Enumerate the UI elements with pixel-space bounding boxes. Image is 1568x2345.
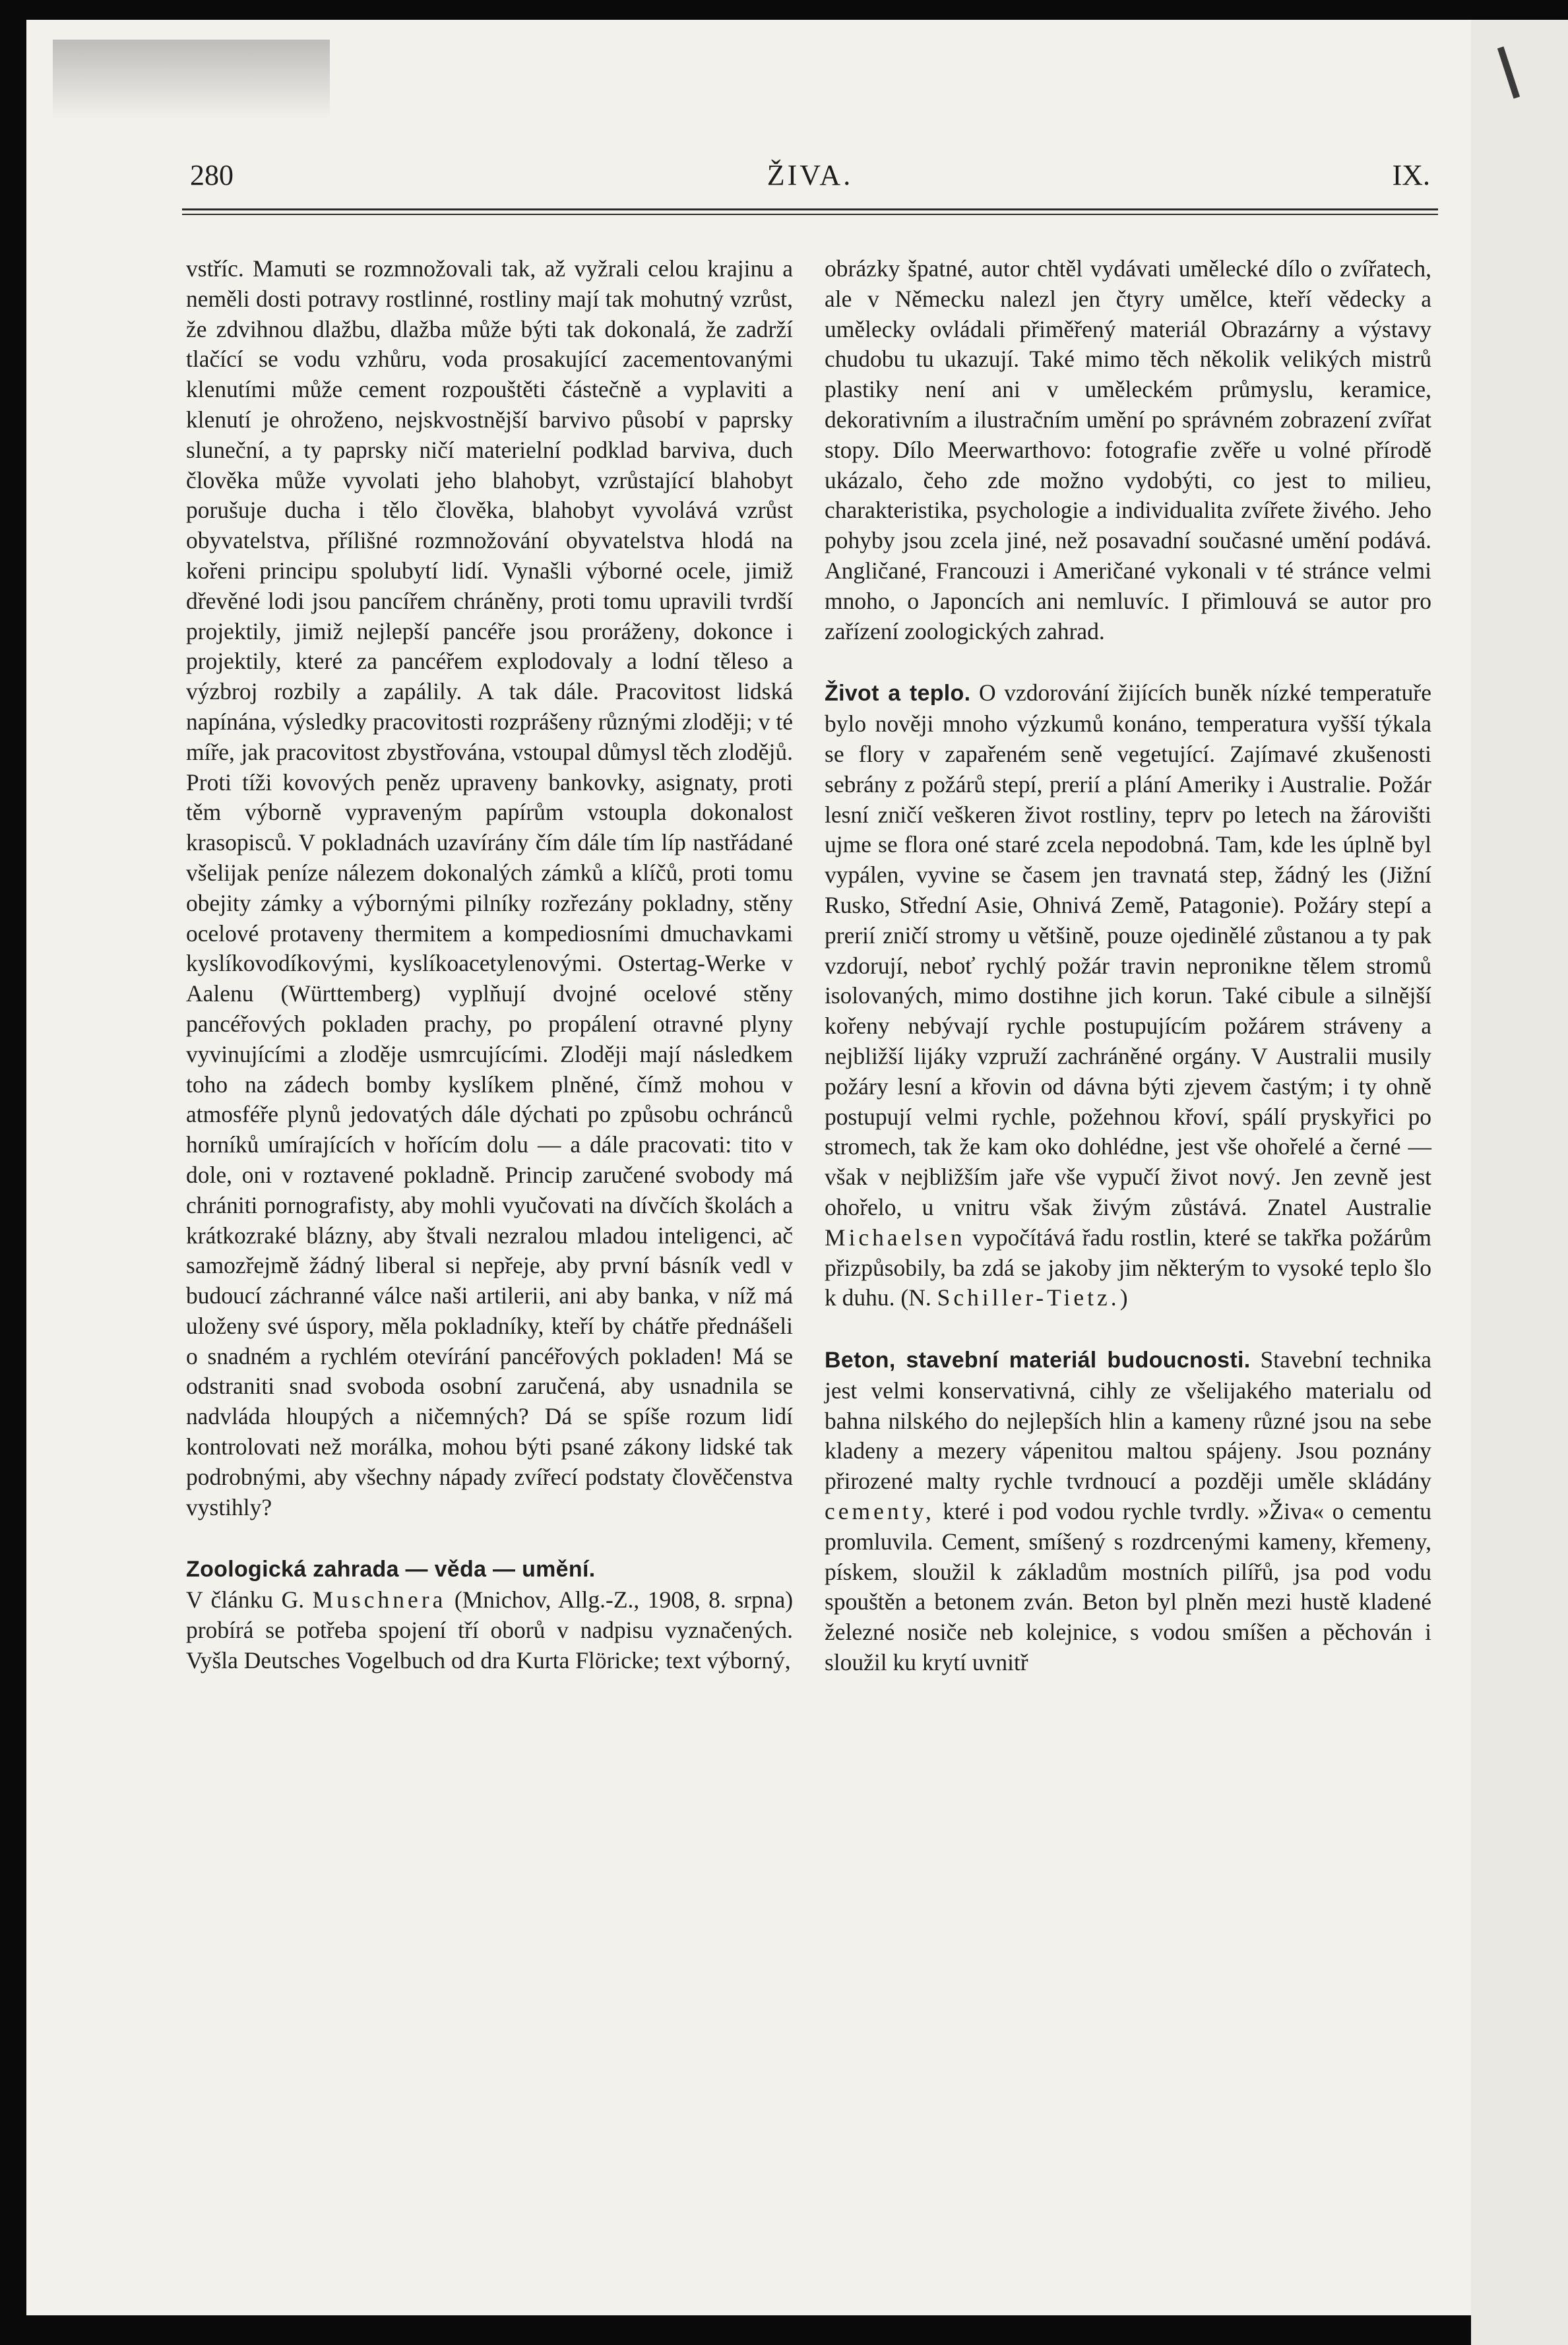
- running-header: [190, 158, 1430, 201]
- paragraph-continuation: vstříc. Mamuti se rozmnožovali tak, až vyžrali celou krajinu a neměli dosti potravy rostlinné, rostliny mají tak mohutný vzrůst, že zdvihnou dlažbu, dlažba může býti tak dokonalá, že zadrží tlačící se vodu vzhůru, voda prosakující zacementovanými klenutími může cement rozpouštěti částečně a vyplaviti a klenutí je ohroženo, nejskvostnější barvivo působí v paprsky sluneční, a ty paprsky ničí materielní podklad barviva, duch člověka může vyvolati jeho blahobyt, vzrůstající blahobyt porušuje ducha i tělo člověka, blahobyt vyvolává vzrůst obyvatelstva, přílišné rozmnožování obyvatelstva hlodá na kořeni principu spolubytí lidí. Vynašli výborné ocele, jimiž dřevěné lodi jsou pancířem chráněny, proti tomu upravili tvrdší projektily, jimiž nejlepší pancéře jsou proráženy, dokonce i projektily, které za pancéřem explodovaly a lodní těleso a výzbroj rozbily a zapálily. A tak dále. Pracovitost lidská napínána, výsledky pracovitosti rozprášeny různými zloději; v té míře, jak pracovitost zbystřována, vstoupal důmysl těch zlodějů. Proti tíži kovových peněz upraveny bankovky, asignaty, proti těm výborně vypraveným papírům vstoupla dokonalost krasopisců. V pokladnách uzavírány čím dále tím líp nastřádané všelijak peníze nálezem dokonalých zámků a klíčů, proti tomu obejity zámky a výbornými pilníky rozřezány pokladny, stěny ocelové protaveny thermitem a kompediosními dmuchavkami kyslíkovodíkovými, kyslíkoacetylenovými. Ostertag-Werke v Aalenu (Württemberg) vyplňují dvojné ocelové stěny pancéřových pokladen prachy, po propálení otravné plyny vyvinujícími a zloděje usmrcujícími. Zloději mají následkem toho na zádech bomby kyslíkem plněné, čímž mohou v atmosféře plynů jedovatých dále dýchati po způsobu ochránců horníků umírajících v hořícím dolu — a dále pracovati: tito v dole, oni v roztavené pokladně. Princip zaručené svobody má chrániti pornografisty, aby mohli vyučovati na dívčích školách a krátkozraké blázny, aby štvali nezralou mladou inteligenci, ač samozřejmě žádný liberal si nepřeje, aby první básník vedl v budoucí záchranné válce naši artilerii, ani aby banka, v níž má uloženy své úspory, měla pokladníky, kteří by chátře přednášeli o snadném a rychlém otevírání pancéřových pokladen! Má se odstraniti snad svoboda osobní zaručená, aby usnadnila se nadvláda hloupých a ničemných? Dá se spíše rozum lidí kontrolovati než morálka, mohou býti psané zákony lidské tak podrobnými, aby všechny nápady zvířecí podstaty člověčenstva vystihly?: [186, 255, 793, 1520]
- header-rule: [182, 208, 1438, 215]
- heat-text-1: O vzdorování žijících buněk nízké temperatuře bylo nověji mnoho výzkumů konáno, temperatura vyšší týkala se flory v zapařeném seně vegetující. Zajímavé zkušenosti sebrány z požárů stepí, prerií a plání Ameriky i Australie. Požár lesní zničí veškeren život rostliny, teprv po letech na žárovišti ujme se flora oné staré zcela nepodobná. Tam, kde les úplně byl vypálen, vyvine se časem jen travnatá step, žádný les (Jižní Rusko, Střední Asie, Ohnivá Země, Patagonie). Požáry stepí a prerií zničí stromy u většině, pouze ojedinělé zůstanou a ty pak vzdorují, neboť rychlý požár travin nepronikne tělem stromů isolovaných, mimo dostihne jich korun. Také cibule a silnější kořeny nebývají rychle postupujícím požárem stráveny a nejbližší lijáky vzpruží zachráněné orgány. V Australii musily požáry lesní a křovin od dávna býti zjevem častým; i ty ohně postupují velmi rychle, požehnou křoví, spálí pryskyřici po stromech, tak že kam oko dohlédne, jest vše ohořelé a černé — však v nejbližším jaře vše vypučí život nový. Jen zevně jest ohořelo, u vnitru však živým zůstává. Znatel Australie: [825, 679, 1431, 1220]
- beton-heading: Beton, stavební materiál budoucnosti.: [825, 1348, 1251, 1373]
- zoo-heading: Zoologická zahrada — věda — umění.: [186, 1557, 596, 1582]
- heat-heading: Život a teplo.: [825, 681, 971, 706]
- zoo-article: [186, 1554, 793, 1675]
- volume-number: IX.: [1392, 159, 1430, 191]
- heat-close: ): [1119, 1284, 1128, 1311]
- zoo-text-1: V článku G.: [186, 1586, 305, 1613]
- beton-spaced: cementy,: [825, 1498, 935, 1525]
- journal-title: ŽIVA.: [767, 159, 854, 191]
- beton-article: [825, 1345, 1431, 1678]
- right-column: [825, 254, 1431, 1678]
- heat-article: [825, 678, 1431, 1313]
- heat-cite: Schiller-Tietz.: [937, 1284, 1120, 1311]
- scan-edge: [1471, 20, 1568, 2345]
- zoo-continuation: obrázky špatné, autor chtěl vydávati umělecké dílo o zvířatech, ale v Německu nalezl jen čtyry umělce, kteří vědecky a umělecky ovládali přiměřený materiál Obrazárny a výstavy chudobu tu ukazují. Také mimo těch několik velikých mistrů plastiky není ani v uměleckém průmyslu, keramice, dekorativním a ilustračním umění po správném zobrazení zvířat stopy. Dílo Meerwarthovo: fotografie zvěře u volné přírodě ukázalo, čeho zde možno vydobýti, co jest to milieu, charakteristika, psychologie a individualita zvířete živého. Jeho pohyby jsou zcela jiné, než posavadní současné umění podává. Angličané, Francouzi i Američané vykonali v té stránce velmi mnoho, o Japoncích ani nemluvíc. I přimlouvá se autor pro zařízení zoologických zahrad.: [825, 255, 1431, 644]
- heat-text-2: vypočítává řadu rostlin, které se takřka požárům přizpůsobily, ba zdá se jakoby jim některým to vysoké teplo šlo k duhu. (N.: [825, 1224, 1432, 1311]
- zoo-author: Muschnera: [312, 1586, 447, 1613]
- page-number: 280: [190, 159, 234, 191]
- left-column: [186, 254, 793, 1676]
- heat-name: Michaelsen: [825, 1224, 966, 1251]
- beton-text-2: které i pod vodou rychle tvrdly. »Živa« o cementu promluvila. Cement, smíšený s rozdrcenými kameny, křemeny, pískem, sloužil k základům mostních pilířů, jsa pod vodu spouštěn a betonem zván. Beton byl plněn mezi hustě kladené železné nosiče neb kolejnice, s vodou smíšen a pěchován i sloužil ku krytí uvnitř: [825, 1498, 1431, 1676]
- zoo-text-2: (Mnichov, Allg.-Z., 1908, 8. srpna) probírá se potřeba spojení tří oborů v nadpisu vyznačených. Vyšla Deutsches Vogelbuch od dra Kurta Flöricke; text výborný,: [186, 1586, 794, 1673]
- beton-text-1: Stavební technika jest velmi konservativná, cihly ze všelijakého materialu od bahna nilského do nejlepších hlin a kameny různé jsou na sebe kladeny a mezery vápenitou maltou spájeny. Jsou poznány přirozené malty rychle tvrdnoucí a později uměle skládány: [825, 1346, 1432, 1495]
- scan-smudge: [53, 40, 330, 119]
